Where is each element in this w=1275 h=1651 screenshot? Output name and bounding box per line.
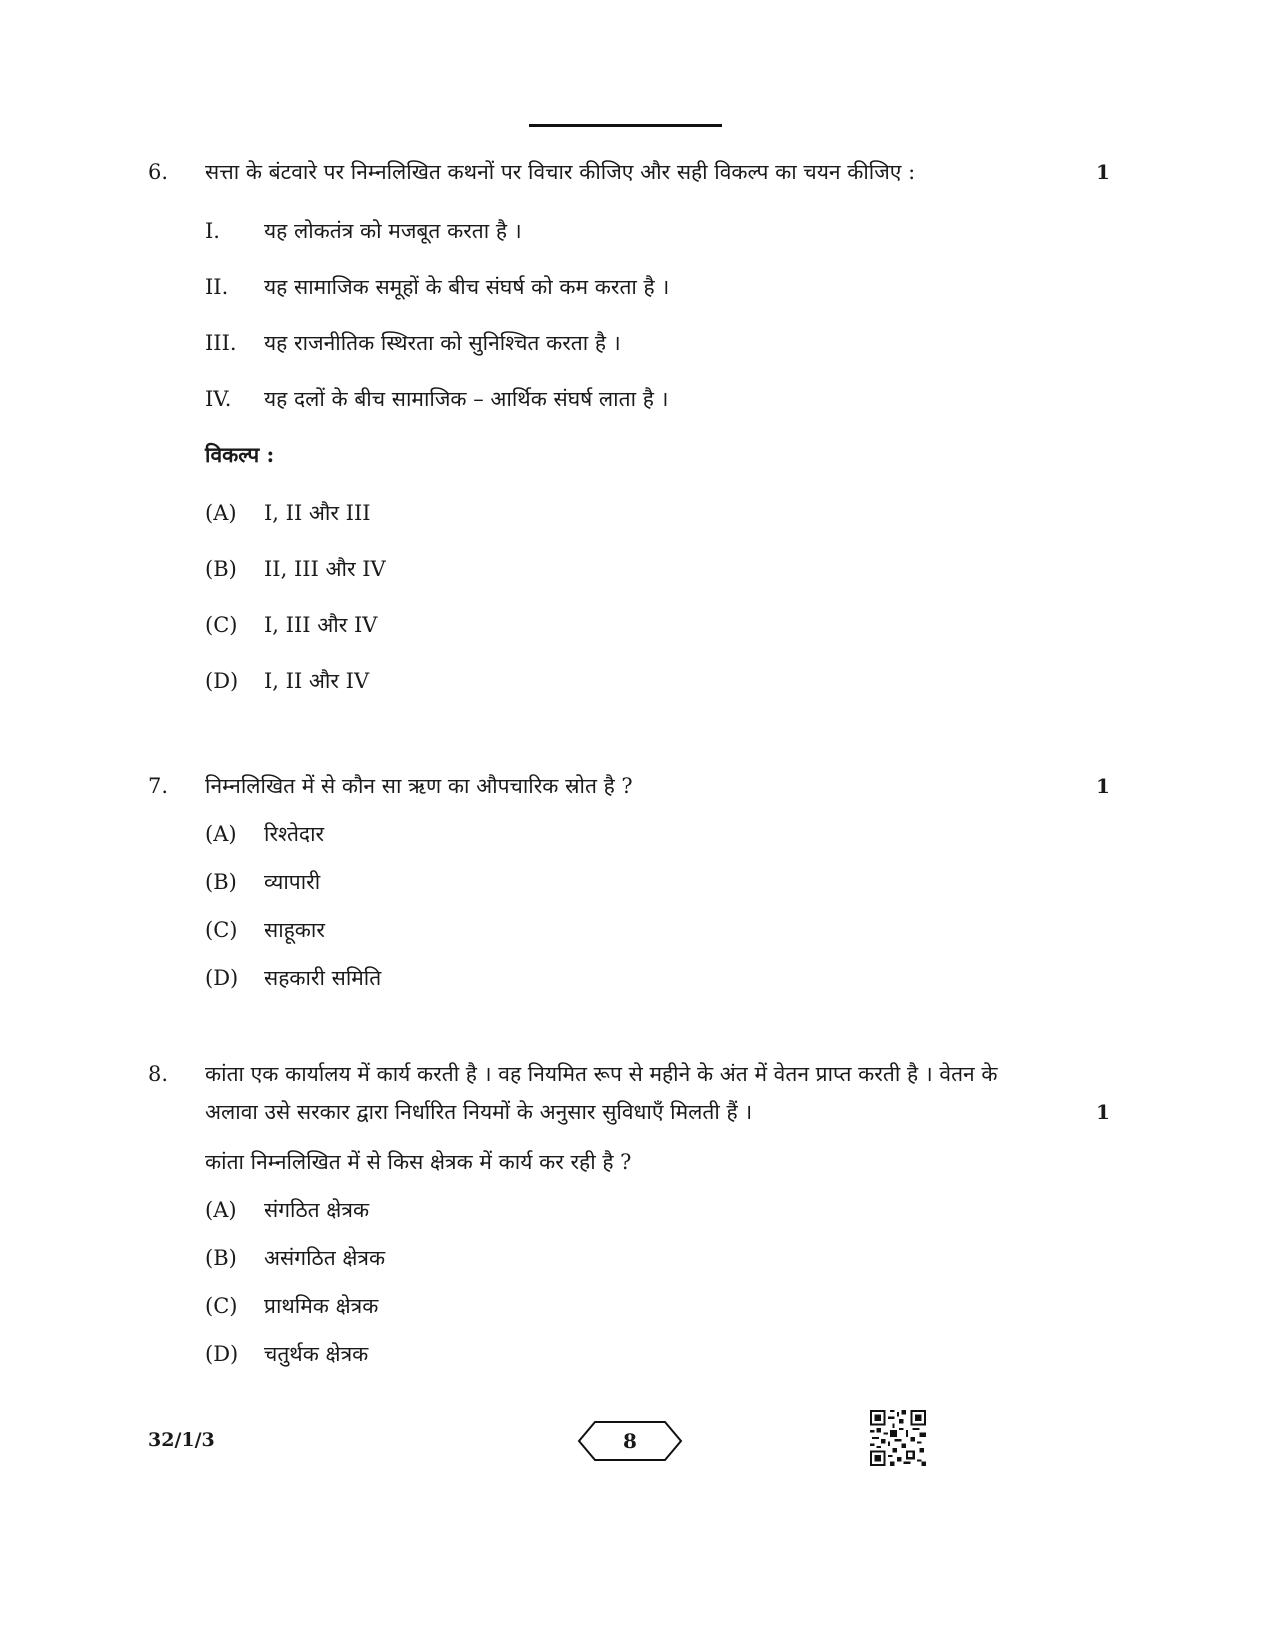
question-8-text: अलावा उसे सरकार द्वारा निर्धारित नियमों के अनुसार सुविधाएँ मिलती हैं । <box>205 1100 753 1124</box>
statement-label: III. <box>205 331 237 355</box>
option-label: (B) <box>205 1246 237 1270</box>
option-text: I, II और III <box>264 501 371 525</box>
statement-text: यह लोकतंत्र को मजबूत करता है । <box>264 219 522 243</box>
option-text: चतुर्थक क्षेत्रक <box>264 1342 369 1366</box>
question-7-text: निम्नलिखित में से कौन सा ऋण का औपचारिक स्रोत है ? <box>205 774 633 798</box>
statement-text: यह राजनीतिक स्थिरता को सुनिश्चित करता है । <box>264 331 621 355</box>
statement-label: I. <box>205 219 220 243</box>
question-7-number: 7. <box>148 774 169 798</box>
option-text: रिश्तेदार <box>264 822 325 846</box>
option-label: (D) <box>205 1342 239 1366</box>
option-label: (D) <box>205 966 239 990</box>
option-text: I, III और IV <box>264 613 378 637</box>
question-6-marks: 1 <box>1096 160 1110 184</box>
option-text: प्राथमिक क्षेत्रक <box>264 1294 379 1318</box>
option-text: II, III और IV <box>264 557 386 581</box>
option-text: I, II और IV <box>264 669 370 693</box>
question-6-number: 6. <box>148 160 169 184</box>
top-divider <box>529 124 722 127</box>
statement-label: II. <box>205 275 229 299</box>
option-label: (A) <box>205 1198 237 1222</box>
question-7-marks: 1 <box>1096 774 1110 798</box>
option-text: साहूकार <box>264 918 325 942</box>
question-8-subquestion: कांता निम्नलिखित में से किस क्षेत्रक में कार्य कर रही है ? <box>205 1150 632 1174</box>
option-label: (C) <box>205 918 238 942</box>
option-text: असंगठित क्षेत्रक <box>264 1246 386 1270</box>
question-6-text: सत्ता के बंटवारे पर निम्नलिखित कथनों पर विचार कीजिए और सही विकल्प का चयन कीजिए : <box>205 160 916 184</box>
paper-code: 32/1/3 <box>148 1429 215 1451</box>
statement-label: IV. <box>205 387 232 411</box>
question-8-text: कांता एक कार्यालय में कार्य करती है । वह नियमित रूप से महीने के अंत में वेतन प्राप्त करती है । वेतन के <box>205 1062 998 1086</box>
option-label: (B) <box>205 557 237 581</box>
statement-text: यह दलों के बीच सामाजिक – आर्थिक संघर्ष लाता है । <box>264 387 669 411</box>
qr-code-icon <box>870 1410 926 1466</box>
option-text: सहकारी समिति <box>264 966 382 990</box>
page-number: 8 <box>623 1429 637 1453</box>
option-text: संगठित क्षेत्रक <box>264 1198 370 1222</box>
option-label: (C) <box>205 1294 238 1318</box>
options-heading: विकल्प : <box>205 442 275 467</box>
option-label: (A) <box>205 822 237 846</box>
statement-text: यह सामाजिक समूहों के बीच संघर्ष को कम करता है । <box>264 275 670 299</box>
question-8-number: 8. <box>148 1062 169 1086</box>
option-label: (A) <box>205 501 237 525</box>
option-label: (D) <box>205 669 239 693</box>
option-label: (C) <box>205 613 238 637</box>
question-8-marks: 1 <box>1096 1100 1110 1124</box>
option-label: (B) <box>205 870 237 894</box>
option-text: व्यापारी <box>264 870 321 894</box>
